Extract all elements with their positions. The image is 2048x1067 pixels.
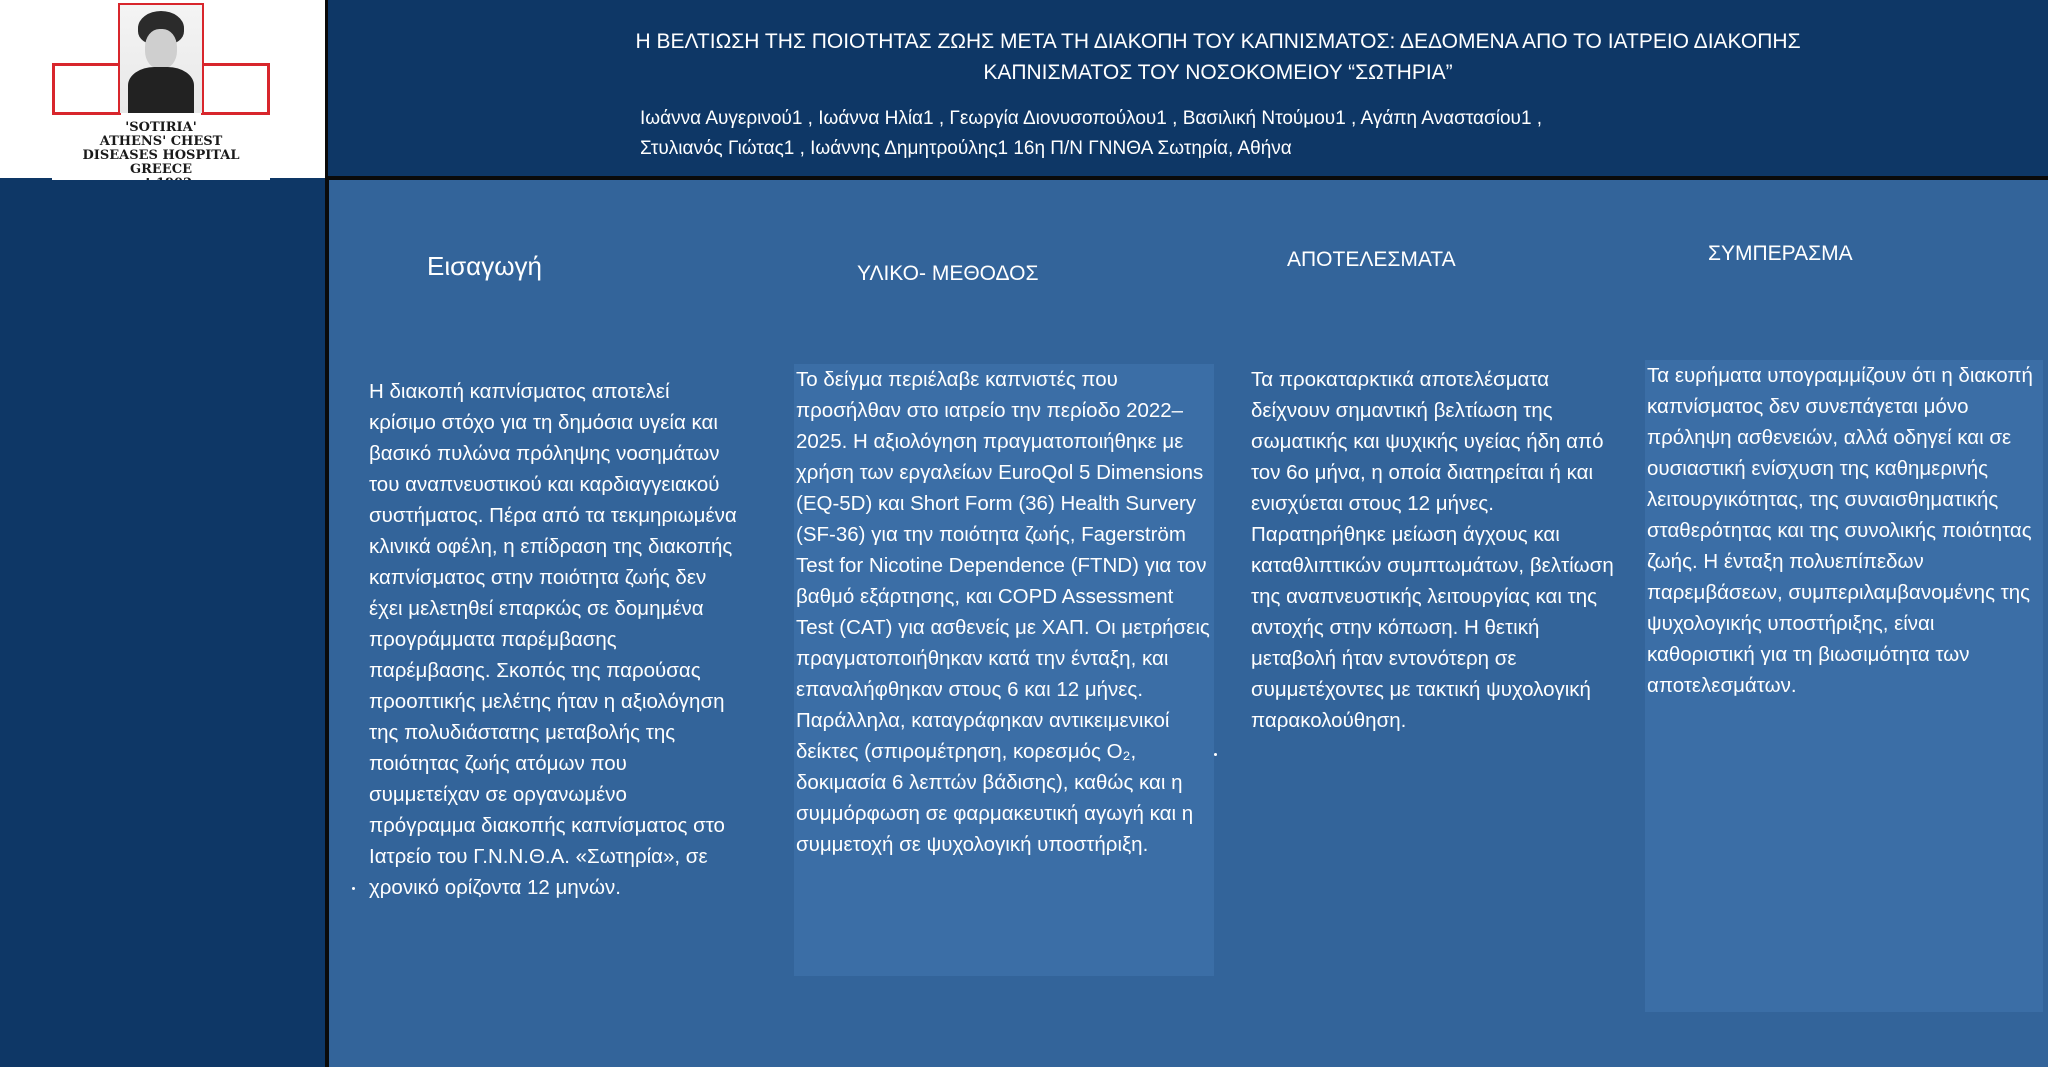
portrait-image bbox=[120, 5, 202, 113]
left-panel bbox=[0, 180, 325, 1067]
section-body-intro: Η διακοπή καπνίσματος αποτελεί κρίσιμο στόχο για τη δημόσια υγεία και βασικό πυλώνα πρόληψης νοσημάτων του αναπνευστικού και καρδιαγγειακού συστήματος. Πέρα από τα τεκμηριωμένα κλινικά οφέλη, η επίδραση της διακοπής καπνίσματος στην ποιότητα ζωής δεν έχει μελετηθεί επαρκώς σε δομημένα προγράμματα παρέμβασης παρέμβασης. Σκοπός της παρούσας προοπτικής μελέτης ήταν η αξιολόγηση της πολυδιάστατης μεταβολής της ποιότητας ζωής ατόμων που συμμετείχαν σε οργανωμένο πρόγραμμα διακοπής καπνίσματος στο Ιατρείο του Γ.Ν.Ν.Θ.Α. «Σωτηρία», σε χρονικό ορίζοντα 12 μηνών. bbox=[369, 380, 737, 899]
authors-line: Ιωάννα Αυγερινού1 , Ιωάννα Ηλία1 , Γεωργία Διονυσοπούλου1 , Βασιλική Ντούμου1 , Αγάπη Αναστασίου1 , Στυλιανός Γιώτας1 , Ιωάννης Δημητρούλης1 16η Π/Ν ΓΝΝΘΑ Σωτηρία, Αθήνα bbox=[640, 108, 1543, 159]
section-body-results: Τα προκαταρκτικά αποτελέσματα δείχνουν σημαντική βελτίωση της σωματικής και ψυχικής υγείας ήδη από τον 6ο μήνα, η οποία διατηρείται ή και ενισχύεται στους 12 μήνες. Παρατηρήθηκε μείωση άγχους και καταθλιπτικών συμπτωμάτων, βελτίωση της αναπνευστικής λειτουργίας και της αντοχής στην κόπωση. Η θετική μεταβολή ήταν εντονότερη σε συμμετέχοντες με τακτική ψυχολογική παρακολούθηση. bbox=[1251, 368, 1614, 732]
section-heading-methods: ΥΛΙΚΟ- ΜΕΘΟΔΟΣ bbox=[857, 262, 1039, 285]
main-content bbox=[329, 180, 2048, 1067]
hospital-logo bbox=[52, 3, 270, 181]
section-heading-conclusion: ΣΥΜΠΕΡΑΣΜΑ bbox=[1708, 242, 1853, 265]
poster-title: Η ΒΕΛΤΙΩΣΗ ΤΗΣ ΠΟΙΟΤΗΤΑΣ ΖΩΗΣ ΜΕΤΑ ΤΗ ΔΙΑΚΟΠΗ ΤΟΥ ΚΑΠΝΙΣΜΑΤΟΣ: ΔΕΔΟΜΕΝΑ ΑΠΟ ΤΟ ΙΑΤΡΕΙΟ ΔΙΑΚΟΠΗΣ ΚΑΠΝΙΣΜΑΤΟΣ ΤΟΥ ΝΟΣΟΚΟΜΕΙΟΥ “ΣΩΤΗΡΙΑ” bbox=[635, 30, 1801, 84]
section-body-methods: Το δείγμα περιέλαβε καπνιστές που προσήλθαν στο ιατρείο την περίοδο 2022–2025. Η αξιολόγηση πραγματοποιήθηκε με χρήση των εργαλείων EuroQol 5 Dimensions (EQ-5D) και Short Form (36) Health Survery (SF-36) για την ποιότητα ζωής, Fagerström Test for Nicotine Dependence (FTND) για τον βαθμό εξάρτησης, και COPD Assessment Test (CAT) για ασθενείς με ΧΑΠ. Οι μετρήσεις πραγματοποιήθηκαν κατά την ένταξη, και επαναλήφθηκαν στους 6 και 12 μήνες. Παράλληλα, καταγράφηκαν αντικειμενικοί δείκτες (σπιρομέτρηση, κορεσμός O₂, δοκιμασία 6 λεπτών βάδισης), καθώς και η συμμόρφωση σε φαρμακευτική αγωγή και η συμμετοχή σε ψυχολογική υποστήριξη. bbox=[794, 364, 1214, 976]
section-body-conclusion: Τα ευρήματα υπογραμμίζουν ότι η διακοπή καπνίσματος δεν συνεπάγεται μόνο πρόληψη ασθενειών, αλλά οδηγεί και σε ουσιαστική ενίσχυση της καθημερινής λειτουργικότητας, της συναισθηματικής σταθερότητας και της συνολικής ποιότητας ζωής. Η ένταξη πολυεπίπεδων παρεμβάσεων, συμπεριλαμβανομένης της ψυχολογικής υποστήριξης, είναι καθοριστική για τη βιωσιμότητα των αποτελεσμάτων. bbox=[1645, 360, 2043, 1012]
portrait-body bbox=[128, 67, 194, 113]
portrait-face bbox=[145, 29, 177, 69]
header-banner bbox=[328, 0, 2048, 180]
logo-text: 'SOTIRIA' ATHENS' CHEST DISEASES HOSPITAL GREECE bbox=[82, 120, 240, 177]
stray-dot bbox=[352, 887, 355, 890]
stray-dot bbox=[1214, 753, 1217, 756]
logo-area bbox=[0, 0, 325, 178]
section-heading-results: ΑΠΟΤΕΛΕΣΜΑΤΑ bbox=[1287, 248, 1456, 271]
section-heading-intro: Εισαγωγή bbox=[427, 251, 542, 281]
